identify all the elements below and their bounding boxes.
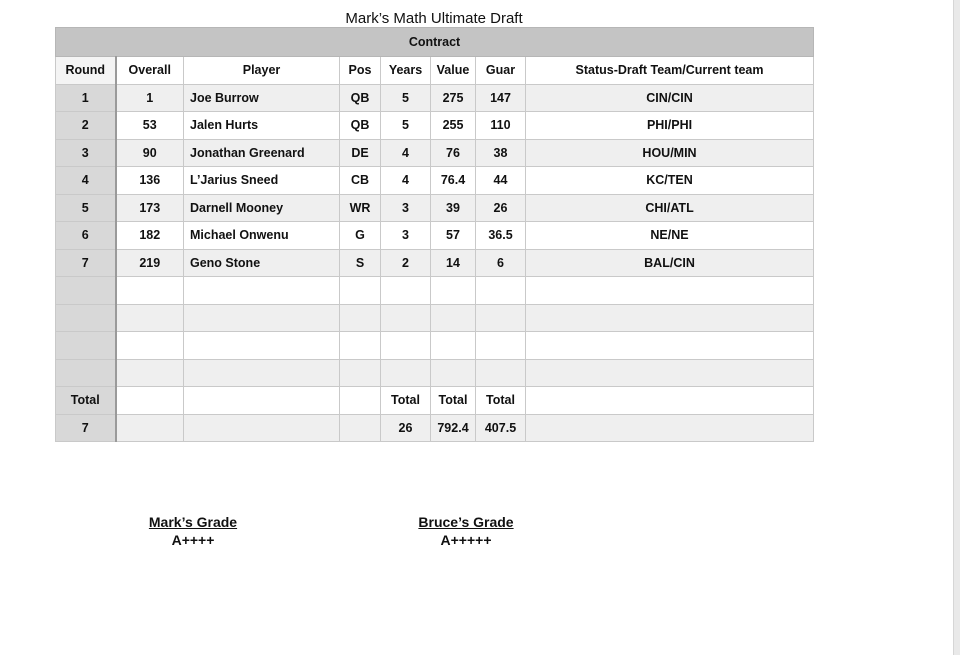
table-cell[interactable]: 219 [116,249,184,277]
table-cell[interactable]: 57 [431,222,476,250]
table-cell[interactable] [526,304,814,332]
table-cell[interactable]: 39 [431,194,476,222]
column-header[interactable]: Player [184,57,340,85]
table-cell[interactable] [476,332,526,360]
contract-header-row [56,28,814,57]
table-cell[interactable] [184,332,340,360]
table-cell[interactable] [116,332,184,360]
column-header[interactable]: Round [56,57,116,85]
table-cell[interactable]: 6 [56,222,116,250]
table-cell[interactable]: 173 [116,194,184,222]
table-cell[interactable] [56,277,116,305]
table-cell[interactable] [56,304,116,332]
totals-label-cell[interactable]: Total [476,387,526,415]
table-cell[interactable]: 36.5 [476,222,526,250]
table-row [56,167,814,195]
table-cell[interactable] [381,277,431,305]
table-cell[interactable]: Jonathan Greenard [184,139,340,167]
table-cell[interactable] [116,359,184,387]
table-cell[interactable] [476,359,526,387]
table-cell[interactable]: 53 [116,112,184,140]
table-cell[interactable]: 6 [476,249,526,277]
table-cell[interactable]: NE/NE [526,222,814,250]
table-cell[interactable]: 136 [116,167,184,195]
totals-value-cell[interactable]: 26 [381,414,431,442]
document-title: Mark’s Math Ultimate Draft [345,10,523,27]
table-cell[interactable] [476,304,526,332]
table-cell[interactable]: 5 [381,112,431,140]
table-cell[interactable]: QB [340,84,381,112]
draft-table-body [56,28,814,442]
table-cell[interactable]: 44 [476,167,526,195]
totals-label-row [56,387,814,415]
column-header[interactable]: Status-Draft Team/Current team [526,57,814,85]
totals-value-cell[interactable]: 407.5 [476,414,526,442]
table-cell[interactable] [431,277,476,305]
table-cell[interactable] [340,277,381,305]
table-cell[interactable]: HOU/MIN [526,139,814,167]
table-cell[interactable]: 3 [381,222,431,250]
table-cell[interactable]: Darnell Mooney [184,194,340,222]
table-cell[interactable]: KC/TEN [526,167,814,195]
totals-label-cell[interactable]: Total [381,387,431,415]
table-cell[interactable]: S [340,249,381,277]
totals-label-cell[interactable] [340,387,381,415]
table-cell[interactable]: 4 [381,167,431,195]
table-cell[interactable]: CHI/ATL [526,194,814,222]
table-cell[interactable]: Jalen Hurts [184,112,340,140]
table-cell[interactable]: 182 [116,222,184,250]
totals-value-cell[interactable] [526,414,814,442]
table-cell[interactable]: QB [340,112,381,140]
table-cell[interactable]: BAL/CIN [526,249,814,277]
table-cell[interactable]: 110 [476,112,526,140]
bruces-grade [406,514,526,548]
table-cell[interactable]: PHI/PHI [526,112,814,140]
table-cell[interactable]: 2 [56,112,116,140]
table-cell[interactable]: 255 [431,112,476,140]
marks-grade-value: A++++ [171,532,215,548]
table-cell[interactable] [476,277,526,305]
marks-grade-label: Mark’s Grade [148,514,238,530]
totals-value-cell[interactable]: 792.4 [431,414,476,442]
totals-label-cell[interactable]: Total [431,387,476,415]
table-cell[interactable] [381,332,431,360]
totals-label-cell[interactable] [184,387,340,415]
table-cell[interactable] [340,332,381,360]
table-cell[interactable]: Michael Onwenu [184,222,340,250]
table-cell[interactable]: G [340,222,381,250]
table-row [56,359,814,387]
table-cell[interactable]: WR [340,194,381,222]
table-cell[interactable]: 2 [381,249,431,277]
table-cell[interactable]: 4 [56,167,116,195]
totals-value-cell[interactable]: 7 [56,414,116,442]
table-cell[interactable] [116,277,184,305]
table-row [56,332,814,360]
draft-table [55,27,814,442]
table-cell[interactable]: 76.4 [431,167,476,195]
contract-header-cell[interactable]: Contract [56,28,814,57]
table-cell[interactable]: 3 [381,194,431,222]
totals-value-cell[interactable] [184,414,340,442]
column-header[interactable]: Value [431,57,476,85]
column-header[interactable]: Years [381,57,431,85]
page-edge [953,0,960,655]
table-row [56,304,814,332]
table-cell[interactable]: 26 [476,194,526,222]
table-cell[interactable]: 1 [56,84,116,112]
table-cell[interactable]: DE [340,139,381,167]
table-cell[interactable] [56,359,116,387]
table-cell[interactable]: 275 [431,84,476,112]
table-row [56,139,814,167]
table-cell[interactable] [340,304,381,332]
table-cell[interactable]: CIN/CIN [526,84,814,112]
table-cell[interactable] [116,304,184,332]
table-row [56,112,814,140]
table-cell[interactable]: 14 [431,249,476,277]
table-cell[interactable] [431,332,476,360]
table-cell[interactable] [431,359,476,387]
table-row [56,194,814,222]
table-cell[interactable]: 76 [431,139,476,167]
table-cell[interactable] [526,277,814,305]
table-cell[interactable] [184,304,340,332]
table-cell[interactable] [184,277,340,305]
table-cell[interactable]: 7 [56,249,116,277]
table-cell[interactable]: 5 [56,194,116,222]
marks-grade [133,514,253,548]
column-header[interactable]: Pos [340,57,381,85]
table-cell[interactable]: 1 [116,84,184,112]
table-row [56,222,814,250]
table-cell[interactable] [526,332,814,360]
totals-value-cell[interactable] [116,414,184,442]
table-cell[interactable]: 147 [476,84,526,112]
column-header-row [56,57,814,85]
table-cell[interactable] [431,304,476,332]
table-cell[interactable] [381,304,431,332]
table-cell[interactable] [56,332,116,360]
table-cell[interactable] [526,359,814,387]
totals-label-cell[interactable] [116,387,184,415]
totals-value-row [56,414,814,442]
table-cell[interactable]: 3 [56,139,116,167]
table-cell[interactable]: CB [340,167,381,195]
table-cell[interactable]: 4 [381,139,431,167]
table-cell[interactable] [184,359,340,387]
totals-label-cell[interactable]: Total [56,387,116,415]
totals-value-cell[interactable] [340,414,381,442]
bruces-grade-label: Bruce’s Grade [418,514,514,530]
table-cell[interactable] [340,359,381,387]
column-header[interactable]: Guar [476,57,526,85]
table-cell[interactable] [381,359,431,387]
column-header[interactable]: Overall [116,57,184,85]
table-cell[interactable]: Geno Stone [184,249,340,277]
table-cell[interactable]: L’Jarius Sneed [184,167,340,195]
table-cell[interactable]: 5 [381,84,431,112]
table-cell[interactable]: 38 [476,139,526,167]
totals-label-cell[interactable] [526,387,814,415]
bruces-grade-value: A+++++ [440,532,492,548]
table-cell[interactable]: Joe Burrow [184,84,340,112]
table-row [56,84,814,112]
table-row [56,277,814,305]
table-cell[interactable]: 90 [116,139,184,167]
table-row [56,249,814,277]
